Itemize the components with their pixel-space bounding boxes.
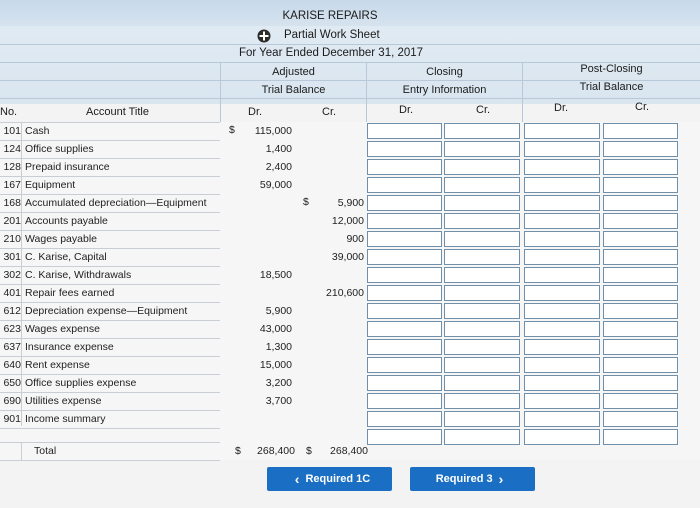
row-divider [0, 410, 220, 411]
adjusted-dr-value: 115,000 [254, 125, 292, 137]
row-divider [0, 356, 220, 357]
prev-required-button[interactable] [267, 467, 392, 491]
post-closing-cr-input[interactable] [603, 123, 678, 139]
closing-cr-input[interactable] [444, 303, 520, 319]
row-divider [0, 374, 220, 375]
post-closing-cr-input[interactable] [603, 231, 678, 247]
post-closing-cr-input[interactable] [603, 159, 678, 175]
post-closing-cr-input[interactable] [603, 321, 678, 337]
adjusted-cr-value: 5,900 [337, 197, 364, 209]
post-closing-dr-input[interactable] [524, 141, 600, 157]
row-divider [0, 428, 220, 429]
row-divider [0, 338, 220, 339]
adjusted-dr-value: 43,000 [259, 323, 292, 335]
account-title: Office supplies [25, 143, 94, 155]
closing-cr-input[interactable] [444, 393, 520, 409]
column-divider [21, 442, 22, 460]
post-closing-cr-input[interactable] [603, 285, 678, 301]
total-cr-value: 268,400 [330, 445, 368, 457]
header-rule [0, 98, 700, 99]
next-button-label: Required 3 [435, 473, 493, 485]
account-title: Cash [25, 125, 50, 137]
post-closing-dr-input[interactable] [524, 429, 600, 445]
closing-cr-input[interactable] [444, 357, 520, 373]
closing-cr-input[interactable] [444, 429, 520, 445]
account-title: Rent expense [25, 359, 90, 371]
row-divider [0, 158, 220, 159]
post-closing-dr-input[interactable] [524, 195, 600, 211]
post-closing-dr-input[interactable] [524, 285, 600, 301]
post-closing-dr-input[interactable] [524, 213, 600, 229]
account-number: 210 [3, 233, 21, 245]
closing-cr-input[interactable] [444, 213, 520, 229]
account-number: 128 [3, 161, 21, 173]
closing-dr-input[interactable] [367, 249, 442, 265]
adjusted-dr-value: 3,200 [265, 377, 292, 389]
row-divider [0, 248, 220, 249]
adjusted-dr-value: 1,400 [265, 143, 292, 155]
period-line: For Year Ended December 31, 2017 [238, 47, 424, 59]
trial-balance-header: Trial Balance [261, 84, 326, 96]
post-closing-cr-input[interactable] [603, 195, 678, 211]
post-closing-dr-input[interactable] [524, 159, 600, 175]
closing-dr-input[interactable] [367, 177, 442, 193]
closing-dr-input[interactable] [367, 429, 442, 445]
closing-cr-input[interactable] [444, 285, 520, 301]
account-number: 301 [3, 251, 21, 263]
closing-dr-input[interactable] [367, 123, 442, 139]
account-number: 612 [3, 305, 21, 317]
row-divider [0, 176, 220, 177]
row-divider [0, 460, 220, 461]
post-closing-cr-input[interactable] [603, 429, 678, 445]
closing-cr-input[interactable] [444, 123, 520, 139]
row-divider [0, 122, 220, 123]
post-closing-cr-input[interactable] [603, 303, 678, 319]
post-closing-dr-input[interactable] [524, 231, 600, 247]
account-title: Accounts payable [25, 215, 108, 227]
closing-cr-input[interactable] [444, 141, 520, 157]
account-title: Wages expense [25, 323, 100, 335]
post-closing-dr-input[interactable] [524, 177, 600, 193]
account-number: 901 [3, 413, 21, 425]
post-closing-dr-input[interactable] [524, 303, 600, 319]
chevron-right-icon: › [498, 471, 504, 487]
chevron-left-icon: ‹ [294, 471, 300, 487]
no-column-header: No. [0, 106, 18, 118]
post-closing-cr-input[interactable] [603, 249, 678, 265]
adjusted-dr-value: 2,400 [265, 161, 292, 173]
closing-cr-input[interactable] [444, 321, 520, 337]
account-number: 101 [3, 125, 21, 137]
post-closing-cr-input[interactable] [603, 357, 678, 373]
account-number: 201 [3, 215, 21, 227]
account-number: 650 [3, 377, 21, 389]
closing-dr-input[interactable] [367, 195, 442, 211]
row-divider [0, 392, 220, 393]
closing-dr-input[interactable] [367, 159, 442, 175]
entry-information-header: Entry Information [402, 84, 487, 96]
post-closing-dr-input[interactable] [524, 249, 600, 265]
row-divider [0, 230, 220, 231]
sheet-title: Partial Work Sheet [284, 29, 380, 41]
header-rule [0, 44, 700, 45]
total-label: Total [34, 445, 57, 457]
closing-cr-input[interactable] [444, 249, 520, 265]
account-title: Prepaid insurance [25, 161, 110, 173]
closing-dr-input[interactable] [367, 339, 442, 355]
closing-dr-input[interactable] [367, 285, 442, 301]
adjusted-dr-value: 18,500 [259, 269, 292, 281]
post-closing-cr-input[interactable] [603, 375, 678, 391]
account-title: Repair fees earned [25, 287, 115, 299]
account-number: 302 [3, 269, 21, 281]
row-divider [0, 212, 220, 213]
account-title: Equipment [25, 179, 76, 191]
account-title: Depreciation expense—Equipment [25, 305, 188, 317]
adjusted-dr-value: 15,000 [259, 359, 292, 371]
adjusted-cr-value: 900 [346, 233, 364, 245]
closing-dr-input[interactable] [367, 411, 442, 427]
closing-cr-input[interactable] [444, 375, 520, 391]
adjusted-dr-value: 1,300 [265, 341, 292, 353]
closing-cr-header: Cr. [476, 104, 491, 116]
account-title: C. Karise, Capital [25, 251, 107, 263]
post-closing-dr-input[interactable] [524, 375, 600, 391]
post-closing-cr-input[interactable] [603, 393, 678, 409]
row-divider [0, 302, 220, 303]
company-name: KARISE REPAIRS [282, 10, 378, 22]
account-number: 168 [3, 197, 21, 209]
account-number: 690 [3, 395, 21, 407]
prev-button-label: Required 1C [305, 473, 371, 485]
move-cross-icon[interactable] [257, 29, 271, 43]
adjusted-dr-value: 5,900 [265, 305, 292, 317]
account-number: 401 [3, 287, 21, 299]
post-closing-dr-input[interactable] [524, 321, 600, 337]
total-dr-value: 268,400 [257, 445, 295, 457]
account-number: 124 [3, 143, 21, 155]
closing-header: Closing [426, 66, 463, 78]
account-title: Office supplies expense [25, 377, 137, 389]
closing-cr-input[interactable] [444, 159, 520, 175]
closing-dr-input[interactable] [367, 303, 442, 319]
closing-cr-input[interactable] [444, 195, 520, 211]
closing-dr-input[interactable] [367, 321, 442, 337]
closing-cr-input[interactable] [444, 177, 520, 193]
row-divider [0, 140, 220, 141]
row-divider [0, 266, 220, 267]
account-title: C. Karise, Withdrawals [25, 269, 132, 281]
post-closing-dr-input[interactable] [524, 123, 600, 139]
post-closing-dr-input[interactable] [524, 339, 600, 355]
post-closing-cr-input[interactable] [603, 267, 678, 283]
account-title: Accumulated depreciation—Equipment [25, 197, 207, 209]
closing-dr-input[interactable] [367, 357, 442, 373]
closing-dr-input[interactable] [367, 141, 442, 157]
closing-cr-input[interactable] [444, 267, 520, 283]
post-closing-dr-input[interactable] [524, 411, 600, 427]
account-title: Wages payable [25, 233, 97, 245]
cr-currency-symbol: $ [303, 196, 309, 208]
closing-dr-input[interactable] [367, 231, 442, 247]
post-closing-dr-input[interactable] [524, 357, 600, 373]
total-cr-currency: $ [306, 445, 312, 457]
next-required-button[interactable] [410, 467, 535, 491]
adjusted-cr-header: Cr. [322, 106, 337, 118]
closing-dr-input[interactable] [367, 393, 442, 409]
account-number: 623 [3, 323, 21, 335]
closing-cr-input[interactable] [444, 411, 520, 427]
column-divider [21, 122, 22, 426]
post-closing-cr-input[interactable] [603, 213, 678, 229]
adjusted-cr-value: 12,000 [331, 215, 364, 227]
post-closing-dr-header: Dr. [554, 102, 569, 114]
closing-dr-input[interactable] [367, 375, 442, 391]
account-title: Utilities expense [25, 395, 102, 407]
account-number: 167 [3, 179, 21, 191]
account-number: 637 [3, 341, 21, 353]
account-title: Insurance expense [25, 341, 114, 353]
adjusted-cr-value: 210,600 [326, 287, 364, 299]
closing-cr-input[interactable] [444, 231, 520, 247]
post-closing-cr-header: Cr. [635, 101, 650, 113]
closing-cr-input[interactable] [444, 339, 520, 355]
post-closing-cr-input[interactable] [603, 177, 678, 193]
post-trial-balance-header: Trial Balance [579, 81, 644, 93]
post-closing-header: Post-Closing [580, 63, 643, 75]
account-title: Income summary [25, 413, 106, 425]
post-closing-dr-input[interactable] [524, 393, 600, 409]
adjusted-dr-value: 3,700 [265, 395, 292, 407]
row-divider [0, 320, 220, 321]
post-closing-cr-input[interactable] [603, 339, 678, 355]
row-divider [0, 194, 220, 195]
post-closing-dr-input[interactable] [524, 267, 600, 283]
total-dr-currency: $ [235, 445, 241, 457]
adjusted-cr-value: 39,000 [331, 251, 364, 263]
adjusted-dr-header: Dr. [248, 106, 263, 118]
post-closing-cr-input[interactable] [603, 141, 678, 157]
post-closing-cr-input[interactable] [603, 411, 678, 427]
closing-dr-input[interactable] [367, 267, 442, 283]
dr-currency-symbol: $ [229, 124, 235, 136]
account-title-header: Account Title [86, 106, 149, 118]
adjusted-dr-value: 59,000 [259, 179, 292, 191]
adjusted-header: Adjusted [272, 66, 315, 78]
closing-dr-header: Dr. [399, 104, 414, 116]
row-divider [0, 284, 220, 285]
closing-dr-input[interactable] [367, 213, 442, 229]
row-divider [0, 442, 220, 443]
account-number: 640 [3, 359, 21, 371]
